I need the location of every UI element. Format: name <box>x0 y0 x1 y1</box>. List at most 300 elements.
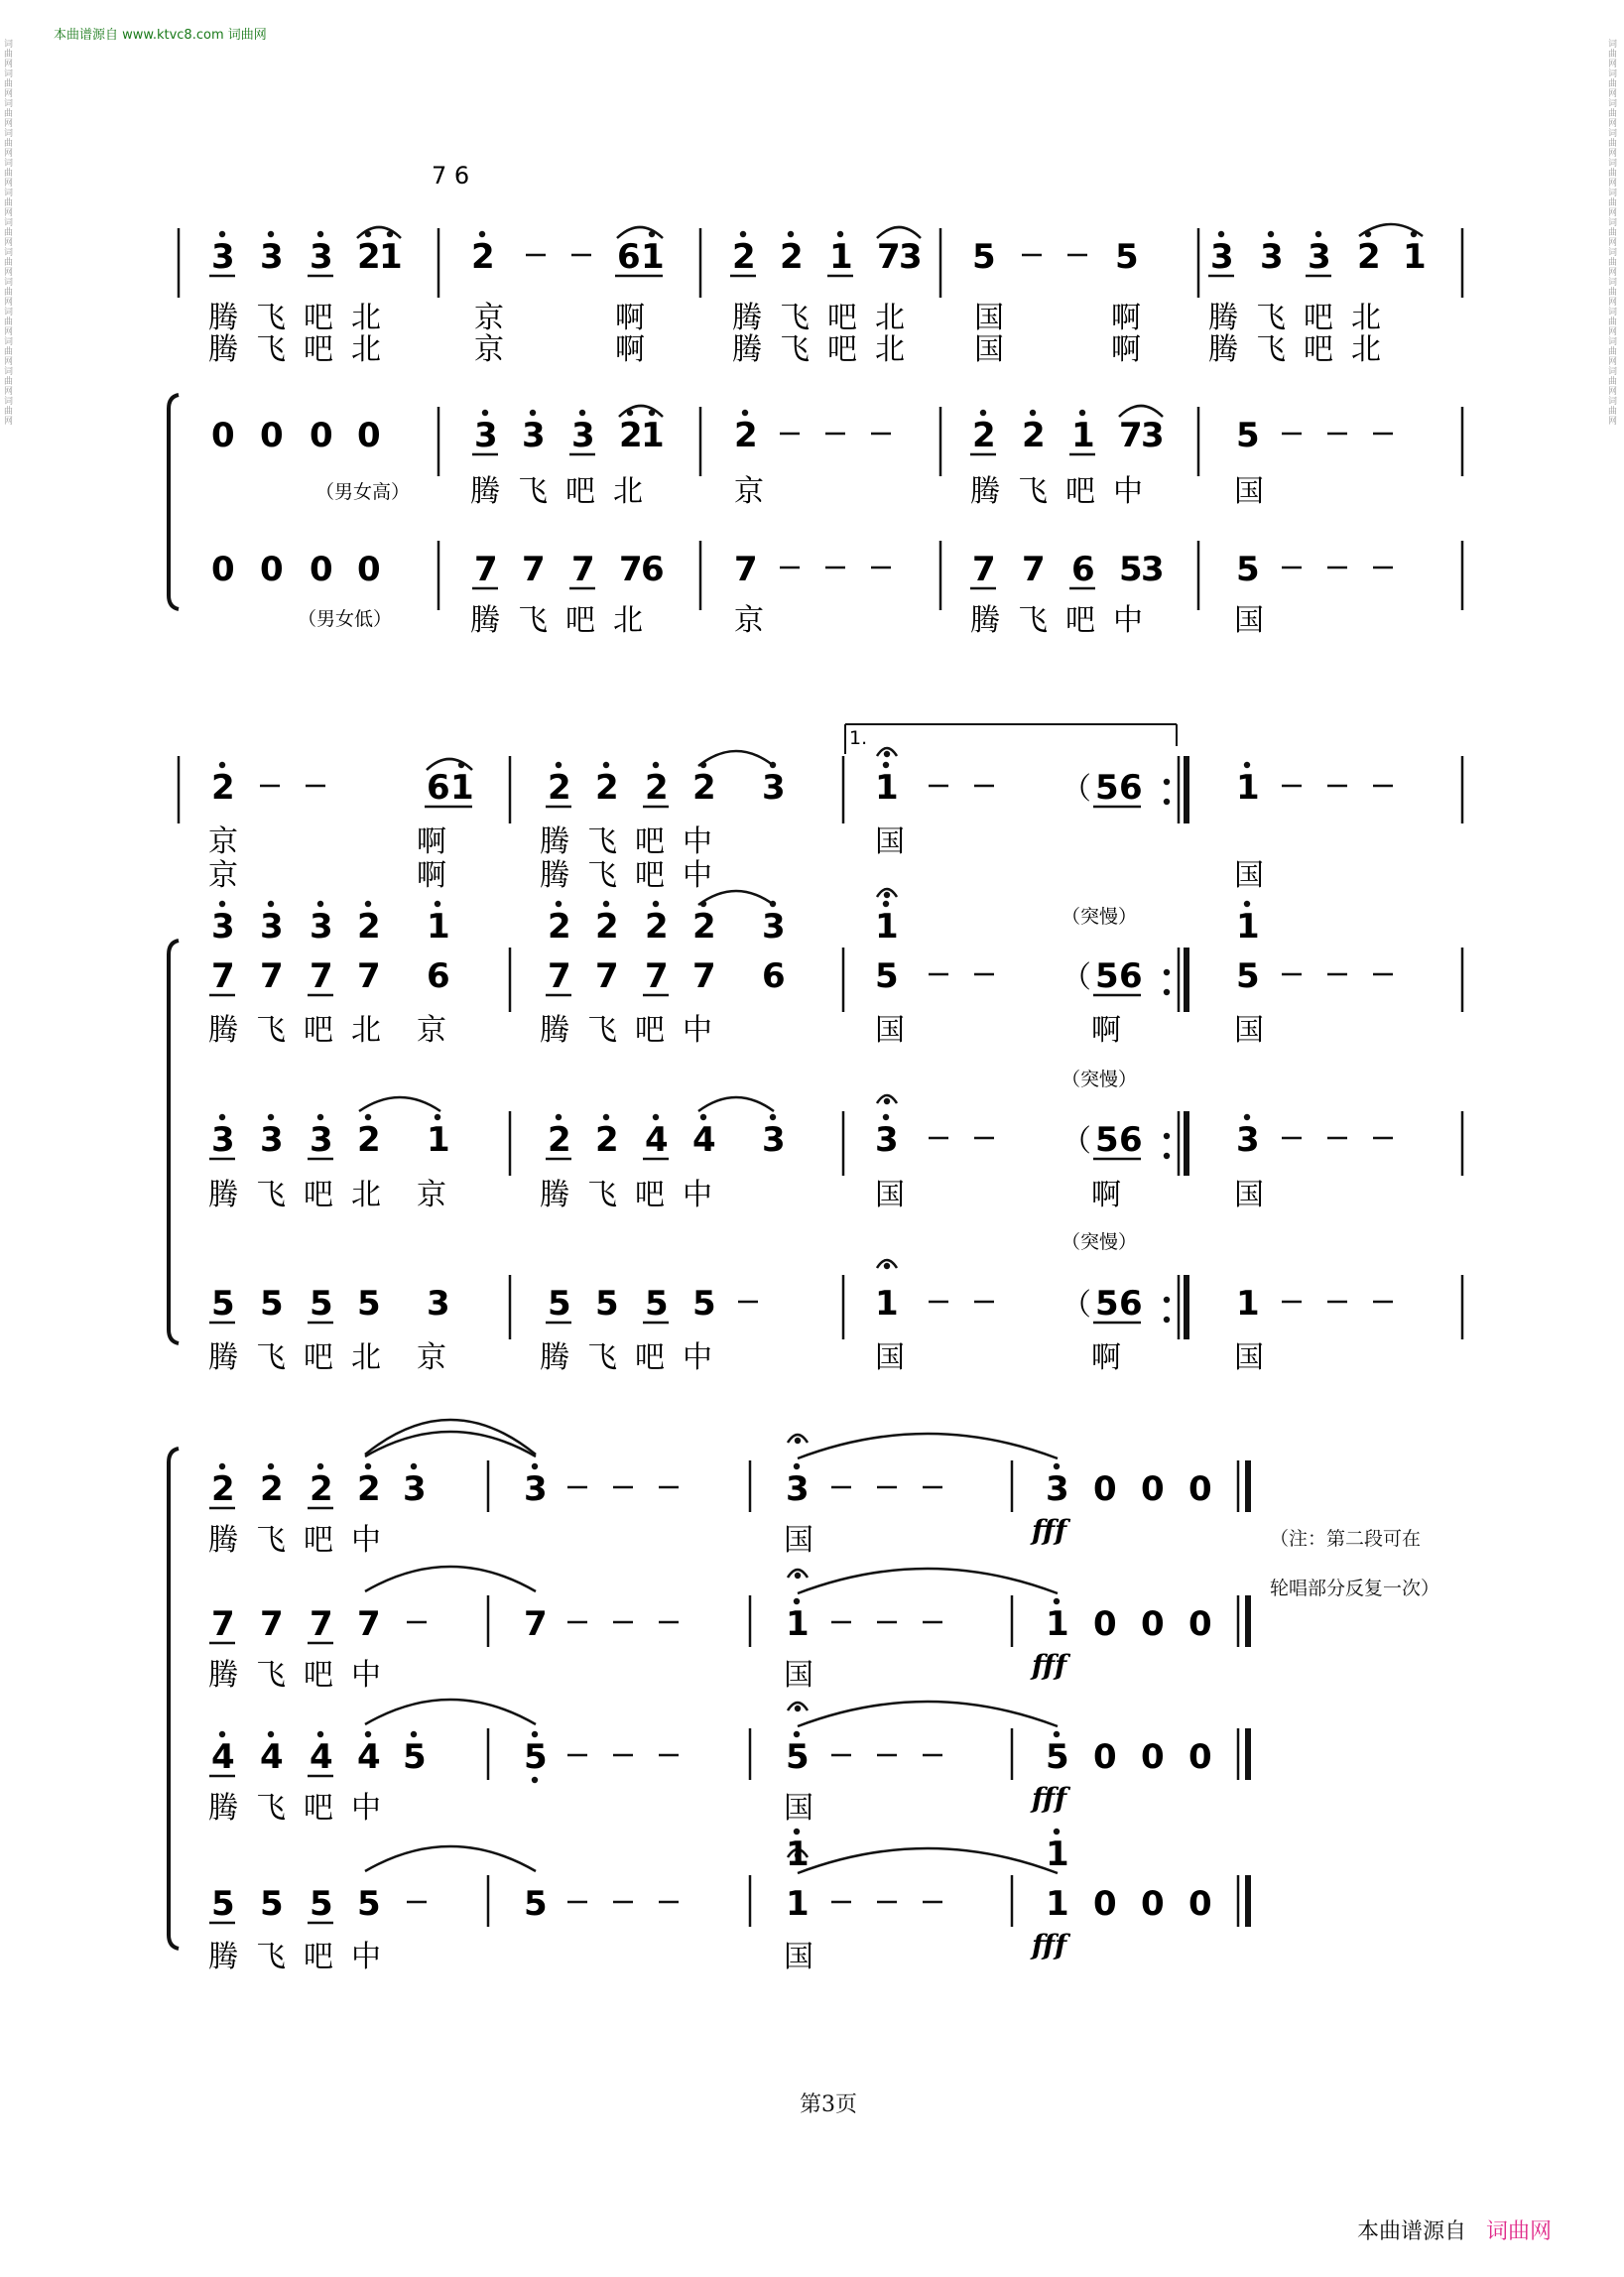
sys1-row1-note: 3 <box>310 237 333 277</box>
sys3-row1-note-dot-high <box>794 1463 800 1469</box>
sys2-row3-lyric: 腾 <box>208 1178 238 1212</box>
sys3-row4-tie <box>798 1848 1058 1873</box>
sys2-row3-lyric: 吧 <box>304 1178 333 1212</box>
label-sudden-slow: （突慢） <box>1062 906 1138 928</box>
sys2-altrow-note: 2 <box>692 907 716 947</box>
sys2-row3-lyric: 北 <box>351 1178 381 1212</box>
sys3-row3-note: 4 <box>260 1737 284 1777</box>
sys2-row3-lyric: 啊 <box>1091 1178 1121 1212</box>
sys3-row3-note: 5 <box>1046 1737 1069 1777</box>
sys1-row1a-lyric: 飞 <box>780 301 810 335</box>
sys3-row3-lyric: 国 <box>784 1791 813 1826</box>
sys1-row2-lyric: 国 <box>1234 474 1264 509</box>
sys2-row3-note-dot-high <box>1244 1114 1250 1120</box>
sys3-row4-note: 1 <box>1046 1884 1069 1924</box>
sys2-row3-note-dot-high <box>317 1114 323 1120</box>
sys1-row1-note: 1 <box>1403 237 1427 277</box>
sys2-row3-lyric: 吧 <box>635 1178 665 1212</box>
sys2-row2-note: 5 <box>1236 956 1260 996</box>
sys2-row3-lyric: 中 <box>683 1178 712 1212</box>
sys1-row1-note: 3 <box>899 237 923 277</box>
sys3-row1-note: 0 <box>1141 1469 1165 1509</box>
sys3-row1-note: 3 <box>1046 1469 1069 1509</box>
sys1-row1a-lyric: 飞 <box>1256 301 1286 335</box>
sys2-row2-lyric: 飞 <box>587 1013 617 1048</box>
sys3-row1-note-dot-high <box>365 1463 371 1469</box>
sys3-row3-lyric: 飞 <box>256 1791 286 1826</box>
side-watermark-right: 词曲网词曲网词曲网词曲网词曲网词曲网词曲网词曲网词曲网词曲网词曲网词曲网词曲网 <box>1608 40 1618 427</box>
sys1-row1a-lyric: 北 <box>351 301 381 335</box>
sys3-row4-tie <box>365 1846 536 1871</box>
sys2-row2-lyric: 中 <box>683 1013 712 1048</box>
sys3-row1-note: 3 <box>403 1469 427 1509</box>
sys2-row4-note: 5 <box>548 1284 571 1324</box>
sys3-row1-note-dot-high <box>219 1463 225 1469</box>
sys3-row3-dynamic: fff <box>1032 1782 1067 1815</box>
sys1-row1-note-dot-high <box>317 231 323 237</box>
sys2-row4-lyric: 吧 <box>304 1340 333 1375</box>
sys2-row4-note: 1 <box>1236 1284 1260 1324</box>
sys2-row2-lyric: 国 <box>1234 1013 1264 1048</box>
sys2-row3-note-dot-high <box>883 1114 889 1120</box>
sys2-row2-note: 7 <box>595 956 619 996</box>
sys2-row3-lyric: 国 <box>875 1178 905 1212</box>
sys2-row3-note-dot-high <box>556 1114 562 1120</box>
sys1-row1b-lyric: 啊 <box>615 332 645 367</box>
sys1-row3-lyric: 腾 <box>970 603 1000 638</box>
sys2-row1b-lyric: 国 <box>1234 858 1264 893</box>
sys1-row3-note: 7 <box>474 550 498 589</box>
sys2-fermata-dot <box>884 892 890 898</box>
sys2-row2-note: 7 <box>310 956 333 996</box>
sys2-row2-lyric: 国 <box>875 1013 905 1048</box>
label-male-female-low: （男女低） <box>298 608 393 630</box>
sys1-row3-note: 7 <box>571 550 595 589</box>
sys1-row2-lyric: 北 <box>613 474 643 509</box>
sys2-repeat-dot <box>1164 969 1170 975</box>
sys1-row1-note-dot-high <box>837 231 843 237</box>
sys2-row4-lyric: 腾 <box>208 1340 238 1375</box>
sys2-row4-note: 5 <box>1095 1284 1119 1324</box>
sys3-row4-note: 5 <box>357 1884 381 1924</box>
sys3-row4-note: 0 <box>1093 1884 1117 1924</box>
sys2-row1b-lyric: 腾 <box>540 858 569 893</box>
sys3-row1-lyric: 腾 <box>208 1523 238 1558</box>
sys2-altrow-note-dot-high <box>365 901 371 907</box>
sys1-row1-note-dot-high <box>1268 231 1274 237</box>
sys1-row1a-lyric: 北 <box>1351 301 1381 335</box>
sys3-row1-note-dot-high <box>317 1463 323 1469</box>
sys1-row1b-lyric: 京 <box>474 332 504 367</box>
sys1-row1-note: 1 <box>829 237 853 277</box>
sys2-altrow-note: 2 <box>595 907 619 947</box>
sys2-row4-note: 5 <box>260 1284 284 1324</box>
sys2-row4-note: 6 <box>1119 1284 1143 1324</box>
sys3-row1-note-dot-high <box>532 1463 538 1469</box>
sys3-row2-note: 7 <box>211 1604 235 1644</box>
sys2-row2-lyric: 吧 <box>304 1013 333 1048</box>
sys2-row3-lyric: 国 <box>1234 1178 1264 1212</box>
sys1-row2-lyric: 飞 <box>1018 474 1048 509</box>
sys1-row3-lyric: 国 <box>1234 603 1264 638</box>
sys2-row4-note: 5 <box>357 1284 381 1324</box>
sys1-row2-note: 2 <box>972 416 996 455</box>
sys3-row1-lyric: 飞 <box>256 1523 286 1558</box>
sys3-row2-dynamic: fff <box>1032 1649 1067 1682</box>
sys1-row2-lyric: 腾 <box>970 474 1000 509</box>
sys3-row3-note: 0 <box>1093 1737 1117 1777</box>
sys2-row3-note: 2 <box>357 1120 381 1160</box>
sys3-row4-note: 1 <box>786 1884 810 1924</box>
sys3-row2-tie <box>798 1569 1058 1593</box>
sys2-repeat-dot <box>1164 989 1170 995</box>
sys1-row2-note: 3 <box>474 416 498 455</box>
sys1-row1b-lyric: 飞 <box>1256 332 1286 367</box>
sys2-row3-lyric: 飞 <box>256 1178 286 1212</box>
sys3-row2-note: 7 <box>310 1604 333 1644</box>
sys2-row1-note: 1 <box>450 768 474 808</box>
sys1-row3-note: 7 <box>972 550 996 589</box>
sys1-row1b-lyric: 北 <box>1351 332 1381 367</box>
sys2-row1-note-dot-high <box>603 762 609 768</box>
sys1-row1a-lyric: 吧 <box>304 301 333 335</box>
sys2-fermata-dot <box>884 1263 890 1269</box>
sys2-row4-note: 5 <box>595 1284 619 1324</box>
label-sudden-slow: （突慢） <box>1062 1231 1138 1253</box>
sys1-row2-lyric: 中 <box>1113 474 1143 509</box>
sys1-row1-note: 5 <box>1115 237 1139 277</box>
footer <box>1357 2214 1552 2245</box>
sys1-row1-note-dot-high <box>1218 231 1224 237</box>
sys3-row4-note: 0 <box>1141 1884 1165 1924</box>
sys2-row4-lyric: 吧 <box>635 1340 665 1375</box>
sys1-row1-note: 1 <box>641 237 665 277</box>
sys2-row1-note-dot-high <box>219 762 225 768</box>
sys2-row2-lyric: 飞 <box>256 1013 286 1048</box>
sys3-row3-note: 5 <box>786 1737 810 1777</box>
volta-label: 1. <box>849 727 868 749</box>
sys1-row1-note: 3 <box>1210 237 1234 277</box>
sys3-row3-note: 5 <box>403 1737 427 1777</box>
sys3-row4-lyric: 中 <box>351 1940 381 1974</box>
sys2-paren: （ <box>1062 1124 1091 1159</box>
sys2-altrow-note-dot-high <box>556 901 562 907</box>
sys2-brace <box>169 941 179 1343</box>
sys2-paren: （ <box>1062 960 1091 995</box>
sys1-row1-note-dot-high <box>740 231 746 237</box>
sys2-row1b-lyric: 吧 <box>635 858 665 893</box>
sys3-row1-note: 0 <box>1093 1469 1117 1509</box>
sys2-row1-note-dot-high <box>653 762 659 768</box>
sys1-row1b-lyric: 北 <box>351 332 381 367</box>
sys2-row3-lyric: 腾 <box>540 1178 569 1212</box>
sys2-row2-note: 7 <box>260 956 284 996</box>
sys2-row1-note-dot-high <box>1244 762 1250 768</box>
sys2-row3-note: 3 <box>762 1120 786 1160</box>
sys1-row1-note: 3 <box>1260 237 1284 277</box>
sys3-row3-note: 0 <box>1188 1737 1212 1777</box>
footer-brand: 词曲网 <box>1486 2219 1553 2244</box>
sys3-row3-tie <box>798 1702 1058 1726</box>
sys1-row1-note: 1 <box>379 237 403 277</box>
label-male-female-high: （男女高） <box>315 481 411 503</box>
sys2-row4-note: 5 <box>645 1284 669 1324</box>
sys1-row1b-lyric: 腾 <box>732 332 762 367</box>
sys3-row4-note: 0 <box>1188 1884 1212 1924</box>
sys2-row2-note: 6 <box>1119 956 1143 996</box>
sys3-row2-note: 0 <box>1188 1604 1212 1644</box>
sys1-row3-note: 7 <box>1022 550 1046 589</box>
sys2-row3-note-dot-high <box>219 1114 225 1120</box>
sys1-row3-note: 3 <box>1141 550 1165 589</box>
sys2-row1a-lyric: 国 <box>875 824 905 859</box>
sys2-row4-lyric: 腾 <box>540 1340 569 1375</box>
sys2-row4-lyric: 国 <box>875 1340 905 1375</box>
sys3-row1-note: 2 <box>310 1469 333 1509</box>
sys2-row3-note: 2 <box>548 1120 571 1160</box>
sys2-row4-lyric: 中 <box>683 1340 712 1375</box>
sys2-slur <box>359 1097 440 1111</box>
sys2-row3-note-dot-high <box>770 1114 776 1120</box>
sys3-row4-lyric: 腾 <box>208 1940 238 1974</box>
sys2-repeat-dot <box>1164 1317 1170 1323</box>
sys2-row2-lyric: 吧 <box>635 1013 665 1048</box>
sys3-row1-note-dot-high <box>411 1463 417 1469</box>
sys1-row2-note-dot-high <box>742 410 748 416</box>
sys1-row3-lyric: 飞 <box>1018 603 1048 638</box>
sys3-row3-fermata-dot <box>795 1706 801 1711</box>
sys2-row4-note: 5 <box>310 1284 333 1324</box>
sys2-row1-note: 1 <box>875 768 899 808</box>
sys3-row2-note: 0 <box>1141 1604 1165 1644</box>
sys1-row2-note: 3 <box>522 416 546 455</box>
sys3-row3-note-dot-high <box>794 1731 800 1737</box>
sys3-row3-note: 4 <box>211 1737 235 1777</box>
sys2-repeat-dot <box>1164 1297 1170 1303</box>
sys2-row3-note: 6 <box>1119 1120 1143 1160</box>
sys3-row2-note-dot-high <box>1054 1598 1060 1604</box>
sys2-row1a-lyric: 吧 <box>635 824 665 859</box>
sys3-row3-tie <box>365 1700 536 1724</box>
sys2-row2-lyric: 北 <box>351 1013 381 1048</box>
sys1-row3-note: 0 <box>260 550 284 589</box>
sys3-row1-note: 2 <box>357 1469 381 1509</box>
sys1-row2-note-dot-high <box>482 410 488 416</box>
sys2-row1-note: 1 <box>1236 768 1260 808</box>
sys1-row1-note: 6 <box>617 237 641 277</box>
sys1-row1b-lyric: 国 <box>974 332 1004 367</box>
sys2-row2-note: 6 <box>762 956 786 996</box>
sys1-row3-note: 7 <box>734 550 758 589</box>
sys1-row1b-lyric: 吧 <box>1304 332 1333 367</box>
sys1-row2-lyric: 吧 <box>565 474 595 509</box>
sys1-row3-lyric: 吧 <box>1065 603 1095 638</box>
sys2-row4-lyric: 京 <box>417 1340 446 1375</box>
sys2-row1b-lyric: 啊 <box>417 858 446 893</box>
sys3-row4-note: 5 <box>310 1884 333 1924</box>
sys2-slur <box>698 751 774 766</box>
sys1-row1a-lyric: 腾 <box>1208 301 1238 335</box>
sys2-row2-note: 7 <box>645 956 669 996</box>
sys2-altrow-note: 3 <box>762 907 786 947</box>
sys2-row4-lyric: 北 <box>351 1340 381 1375</box>
sys3-row3-note: 5 <box>524 1737 548 1777</box>
sys1-row2-lyric: 飞 <box>518 474 548 509</box>
sys1-row2-note: 7 <box>1119 416 1143 455</box>
sys3-row3-note-dot-high <box>268 1731 274 1737</box>
sys1-row1a-lyric: 腾 <box>208 301 238 335</box>
sys3-row3-note: 4 <box>310 1737 333 1777</box>
sys2-altrow-note-dot-high <box>268 901 274 907</box>
sys3-row4-upper-note-dot-high <box>1054 1829 1060 1834</box>
sys3-row2-note: 7 <box>357 1604 381 1644</box>
sys3-row2-note: 7 <box>260 1604 284 1644</box>
sys1-row1-note: 2 <box>471 237 495 277</box>
sys3-row1-note: 3 <box>524 1469 548 1509</box>
sys2-row2-note: 7 <box>692 956 716 996</box>
sys1-row1b-lyric: 飞 <box>256 332 286 367</box>
sys2-row2-note: 7 <box>211 956 235 996</box>
sys2-row4-note: 5 <box>211 1284 235 1324</box>
sys2-fermata-dot <box>884 1098 890 1104</box>
sys2-row4-lyric: 飞 <box>587 1340 617 1375</box>
page-number: 第3页 <box>800 2092 857 2117</box>
sys3-row2-note: 1 <box>1046 1604 1069 1644</box>
sys3-row1-lyric: 国 <box>784 1523 813 1558</box>
sys3-row3-note-dot-high <box>317 1731 323 1737</box>
sys2-row2-lyric: 腾 <box>208 1013 238 1048</box>
sys1-row3-note: 7 <box>522 550 546 589</box>
sys2-row2-note: 5 <box>875 956 899 996</box>
sys3-row4-lyric: 飞 <box>256 1940 286 1974</box>
sys2-row3-lyric: 京 <box>417 1178 446 1212</box>
sys3-row4-note: 5 <box>211 1884 235 1924</box>
sys1-row1-note: 7 <box>877 237 901 277</box>
sys2-repeat-dot <box>1164 779 1170 785</box>
sys1-row1b-lyric: 吧 <box>304 332 333 367</box>
sys3-row2-lyric: 国 <box>784 1658 813 1693</box>
sys2-altrow-note: 2 <box>548 907 571 947</box>
sys3-row1-tie <box>798 1434 1058 1458</box>
sys2-row3-note-dot-high <box>365 1114 371 1120</box>
sys3-row3-lyric: 中 <box>351 1791 381 1826</box>
sys2-row1-note: 2 <box>692 768 716 808</box>
sys2-row3-note-dot-high <box>653 1114 659 1120</box>
sys3-row4-upper-note: 1 <box>1046 1834 1069 1874</box>
sys2-row3-note: 4 <box>692 1120 716 1160</box>
sys3-row1-lyric: 中 <box>351 1523 381 1558</box>
sys2-row1b-lyric: 飞 <box>587 858 617 893</box>
sys1-row3-note: 7 <box>619 550 643 589</box>
sys2-row3-note-dot-high <box>700 1114 706 1120</box>
sys1-row1-note-dot-high <box>219 231 225 237</box>
sys1-row3-note: 6 <box>1071 550 1095 589</box>
sys2-altrow-note-dot-high <box>219 901 225 907</box>
label-sudden-slow: （突慢） <box>1062 1069 1138 1090</box>
sys1-row1a-lyric: 国 <box>974 301 1004 335</box>
sys2-row1b-lyric: 京 <box>208 858 238 893</box>
sys3-row4-upper-note: 1 <box>786 1834 810 1874</box>
sys3-row3-note-dot-high <box>532 1731 538 1737</box>
sys1-row2-note-dot-high <box>1079 410 1085 416</box>
sys2-row3-note: 2 <box>595 1120 619 1160</box>
sys1-row3-lyric: 飞 <box>518 603 548 638</box>
sys2-row4-note: 3 <box>427 1284 450 1324</box>
sys2-row3-note: 3 <box>310 1120 333 1160</box>
sys3-row4-lyric: 吧 <box>304 1940 333 1974</box>
sys1-row1b-lyric: 腾 <box>1208 332 1238 367</box>
sys1-row1-note: 2 <box>732 237 756 277</box>
sys2-row1-note: 2 <box>595 768 619 808</box>
sys2-altrow-note: 2 <box>357 907 381 947</box>
sys3-row2-note-dot-high <box>794 1598 800 1604</box>
sys2-row2-lyric: 腾 <box>540 1013 569 1048</box>
sys2-row2-note: 5 <box>1095 956 1119 996</box>
note-line-2: 轮唱部分反复一次） <box>1270 1578 1440 1599</box>
footer-source: 本曲谱源自 <box>1357 2219 1467 2244</box>
sys2-row3-note-dot-high <box>435 1114 440 1120</box>
sys1-row2-note: 3 <box>571 416 595 455</box>
sys2-altrow-note: 1 <box>875 907 899 947</box>
header-source: 本曲谱源自 www.ktvc8.com 词曲网 <box>54 28 267 43</box>
sys2-row3-note-dot-high <box>268 1114 274 1120</box>
sys1-row2-note: 1 <box>1071 416 1095 455</box>
sys3-row1-note: 2 <box>211 1469 235 1509</box>
sys2-row1-note: 6 <box>427 768 450 808</box>
sys2-altrow-note-dot-high <box>1244 901 1250 907</box>
sys3-row4-note: 5 <box>260 1884 284 1924</box>
sys1-row1b-lyric: 腾 <box>208 332 238 367</box>
sys2-row3-note: 5 <box>1095 1120 1119 1160</box>
sys2-row1-note: 6 <box>1119 768 1143 808</box>
sys1-row3-lyric: 京 <box>734 603 764 638</box>
sys2-altrow-note: 2 <box>645 907 669 947</box>
sys2-altrow-note: 1 <box>427 907 450 947</box>
sys3-row1-note: 2 <box>260 1469 284 1509</box>
sys3-row1-tie-outer <box>365 1420 536 1455</box>
sys2-row4-lyric: 啊 <box>1091 1340 1121 1375</box>
sys1-row1b-lyric: 吧 <box>827 332 857 367</box>
sys3-row4-upper-note-dot-high <box>794 1829 800 1834</box>
sys2-altrow-note-dot-high <box>883 901 889 907</box>
sys3-row2-note: 7 <box>524 1604 548 1644</box>
sys2-paren: （ <box>1062 772 1091 807</box>
sys1-row3-lyric: 吧 <box>565 603 595 638</box>
sys3-row1-fermata-dot <box>795 1438 801 1444</box>
sys3-row1-note-dot-high <box>1054 1463 1060 1469</box>
sys2-fermata-dot <box>884 751 890 757</box>
sys2-slur <box>698 891 774 905</box>
sys2-row3-note: 3 <box>875 1120 899 1160</box>
sys2-row4-note: 5 <box>692 1284 716 1324</box>
sys3-row2-lyric: 吧 <box>304 1658 333 1693</box>
sys3-row1-dynamic: fff <box>1032 1514 1067 1547</box>
sys1-row1b-lyric: 北 <box>875 332 905 367</box>
sys1-row1a-lyric: 腾 <box>732 301 762 335</box>
sys3-row2-lyric: 飞 <box>256 1658 286 1693</box>
sys2-altrow-note: 1 <box>1236 907 1260 947</box>
sys1-row1-note: 3 <box>1308 237 1331 277</box>
sys2-row1a-lyric: 中 <box>683 824 712 859</box>
sys3-row3-lyric: 腾 <box>208 1791 238 1826</box>
sys3-row2-tie <box>365 1567 536 1591</box>
sys1-row1a-lyric: 吧 <box>827 301 857 335</box>
sys1-row2-note: 3 <box>1141 416 1165 455</box>
sys1-row1-note: 3 <box>260 237 284 277</box>
sys3-row3-note-dot-high <box>365 1731 371 1737</box>
sys1-row2-note-dot-high <box>980 410 986 416</box>
sys2-row3-note: 1 <box>427 1120 450 1160</box>
